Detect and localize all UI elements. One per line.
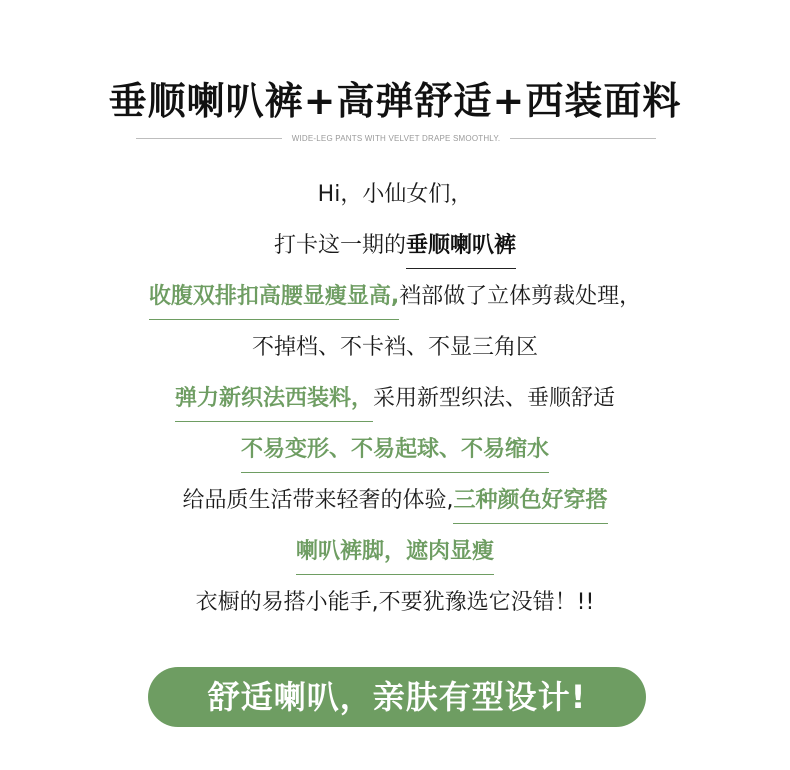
experience-text: 给品质生活带来轻奢的体验, [182, 488, 454, 513]
hem-highlight: 喇叭裤脚，遮肉显瘦 [296, 537, 494, 575]
cta-banner: 舒适喇叭，亲肤有型设计! [148, 667, 646, 727]
intro-line [0, 231, 790, 269]
divider-left [136, 138, 282, 139]
page-title: 垂顺喇叭裤+高弹舒适+西装面料 [108, 79, 682, 123]
feature-line-waist [0, 282, 790, 320]
subtitle-text: WIDE-LEG PANTS WITH VELVET DRAPE SMOOTHLY. [291, 133, 501, 143]
feature-line-fabric [0, 384, 790, 422]
closing-text: 衣橱的易搭小能手,不要犹豫选它没错！!! [195, 590, 595, 615]
feature-line-colors [0, 486, 790, 524]
closing-line [0, 588, 790, 618]
fit-text: 不掉档、不卡裆、不显三角区 [251, 335, 538, 360]
product-name-highlight: 垂顺喇叭裤 [406, 231, 516, 269]
feature-line-durability [0, 435, 790, 473]
durability-highlight: 不易变形、不易起球、不易缩水 [241, 435, 549, 473]
feature-line-hem [0, 537, 790, 575]
fabric-text: 采用新型织法、垂顺舒适 [373, 386, 616, 411]
divider-right [510, 138, 656, 139]
waist-highlight: 收腹双排扣高腰显瘦显高, [149, 282, 399, 320]
greeting-line [0, 180, 790, 210]
feature-line-fit [0, 333, 790, 363]
greeting-text: Hi，小仙女们， [317, 182, 473, 207]
fabric-highlight: 弹力新织法西装料， [175, 384, 373, 422]
crotch-text: 裆部做了立体剪裁处理， [399, 284, 642, 309]
subtitle-divider [136, 131, 656, 145]
intro-text: 打卡这一期的 [273, 233, 406, 258]
colors-highlight: 三种颜色好穿搭 [453, 486, 607, 524]
